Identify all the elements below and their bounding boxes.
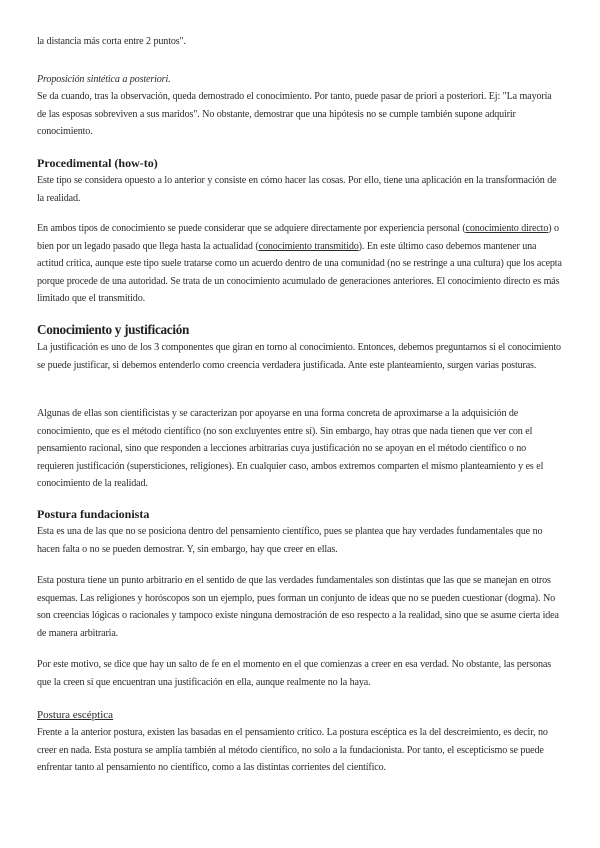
heading-conocimiento-justificacion: Conocimiento y justificación	[37, 322, 190, 337]
heading-postura-fundacionista: Postura fundacionista	[37, 507, 150, 521]
paragraph-tipos-conocimiento	[37, 220, 563, 308]
paragraph-fundacionista-3: Por este motivo, se dice que hay un salto de fe en el momento en el que comienzas a creer en esa verdad. No obstante, las personas que la creen sí que encuentran una justificación en ella, aunque realmente no la haya.	[37, 659, 552, 688]
text-fragment: ). En este último caso debemos mantener una actitud crítica, aunque este tipo suele tratarse como un acuerdo dentro de una comunidad (no se restringe a una cultura) que los acepta porque procede de una autoridad. Se trata de un conocimiento acumulado de generaciones anteriores. El conocimiento directo es más limitado que el transmitido.	[37, 240, 562, 304]
heading-postura-esceptica: Postura escéptica	[37, 709, 114, 721]
link-conocimiento-directo[interactable]: conocimiento directo	[465, 223, 549, 234]
subheading-proposicion-sintetica: Proposición sintética a posteriori.	[37, 74, 171, 85]
paragraph-proposicion-sintetica: Se da cuando, tras la observación, queda demostrado el conocimiento. Por tanto, puede pasar de priori a posteriori. Ej: "La mayoría de las esposas sobreviven a sus maridos". No obstante, demostrar que una hipótesis no se cumple también supone adquirir conocimiento.	[37, 91, 552, 137]
paragraph-continuation: la distancia más corta entre 2 puntos".	[37, 36, 186, 47]
paragraph-procedimental: Este tipo se considera opuesto a lo anterior y consiste en cómo hacer las cosas. Por ello, tiene una aplicación en la transformación de la realidad.	[37, 175, 557, 204]
paragraph-justificacion: La justificación es uno de los 3 componentes que giran en torno al conocimiento. Entonces, debemos preguntarnos si el conocimiento se puede justificar, si debemos entenderlo como creencia verdadera justificada. Ante este planteamiento, surgen varias posturas.	[37, 342, 561, 371]
text-fragment: En ambos tipos de conocimiento se puede considerar que se adquiere directamente por experiencia personal (	[37, 223, 466, 234]
paragraph-fundacionista-1: Esta es una de las que no se posiciona dentro del pensamiento científico, pues se plantea que hay verdades fundamentales que no hacen falta o no se pueden demostrar. Y, sin embargo, hay que creer en ellas.	[37, 526, 543, 555]
paragraph-cientificistas: Algunas de ellas son cientificistas y se caracterizan por apoyarse en una forma concreta de aproximarse a la adquisición de conocimiento, que es el método científico (no son excluyentes entre sí). Sin embargo, hay otras que nada tienen que ver con el pensamiento racional, sino que responden a lecciones arbitrarias cuya justificación no se apoyan en el método científico o no requieren justificación (supersticiones, religiones). En cualquier caso, ambos extremos comparten el mismo planteamiento y es el conocimiento de la realidad.	[37, 408, 544, 489]
paragraph-fundacionista-2: Esta postura tiene un punto arbitrario en el sentido de que las verdades fundamentales son distintas que las que se manejan en otros esquemas. Las religiones y horóscopos son un ejemplo, pues forman un conjunto de ideas que no se pueden cuestionar (dogma). No son creencias lógicas o racionales y tampoco existe ninguna demostración de eso respecto a la realidad, sino que se asume cierta idea de manera arbitraria.	[37, 575, 559, 639]
paragraph-esceptica: Frente a la anterior postura, existen las basadas en el pensamiento crítico. La postura escéptica es la del descreimiento, es decir, no creer en nada. Esta postura se amplía también al método científico, no solo a la fundacionista. Por tanto, el escepticismo se puede enfrentar tanto al pensamiento no científico, como a las distintas corrientes del científico.	[37, 727, 548, 773]
heading-procedimental: Procedimental (how-to)	[37, 156, 158, 170]
text-fragment: ) o bien por un legado pasado que llega hasta la actualidad (	[37, 223, 559, 252]
link-conocimiento-transmitido[interactable]: conocimiento transmitido	[258, 240, 359, 252]
